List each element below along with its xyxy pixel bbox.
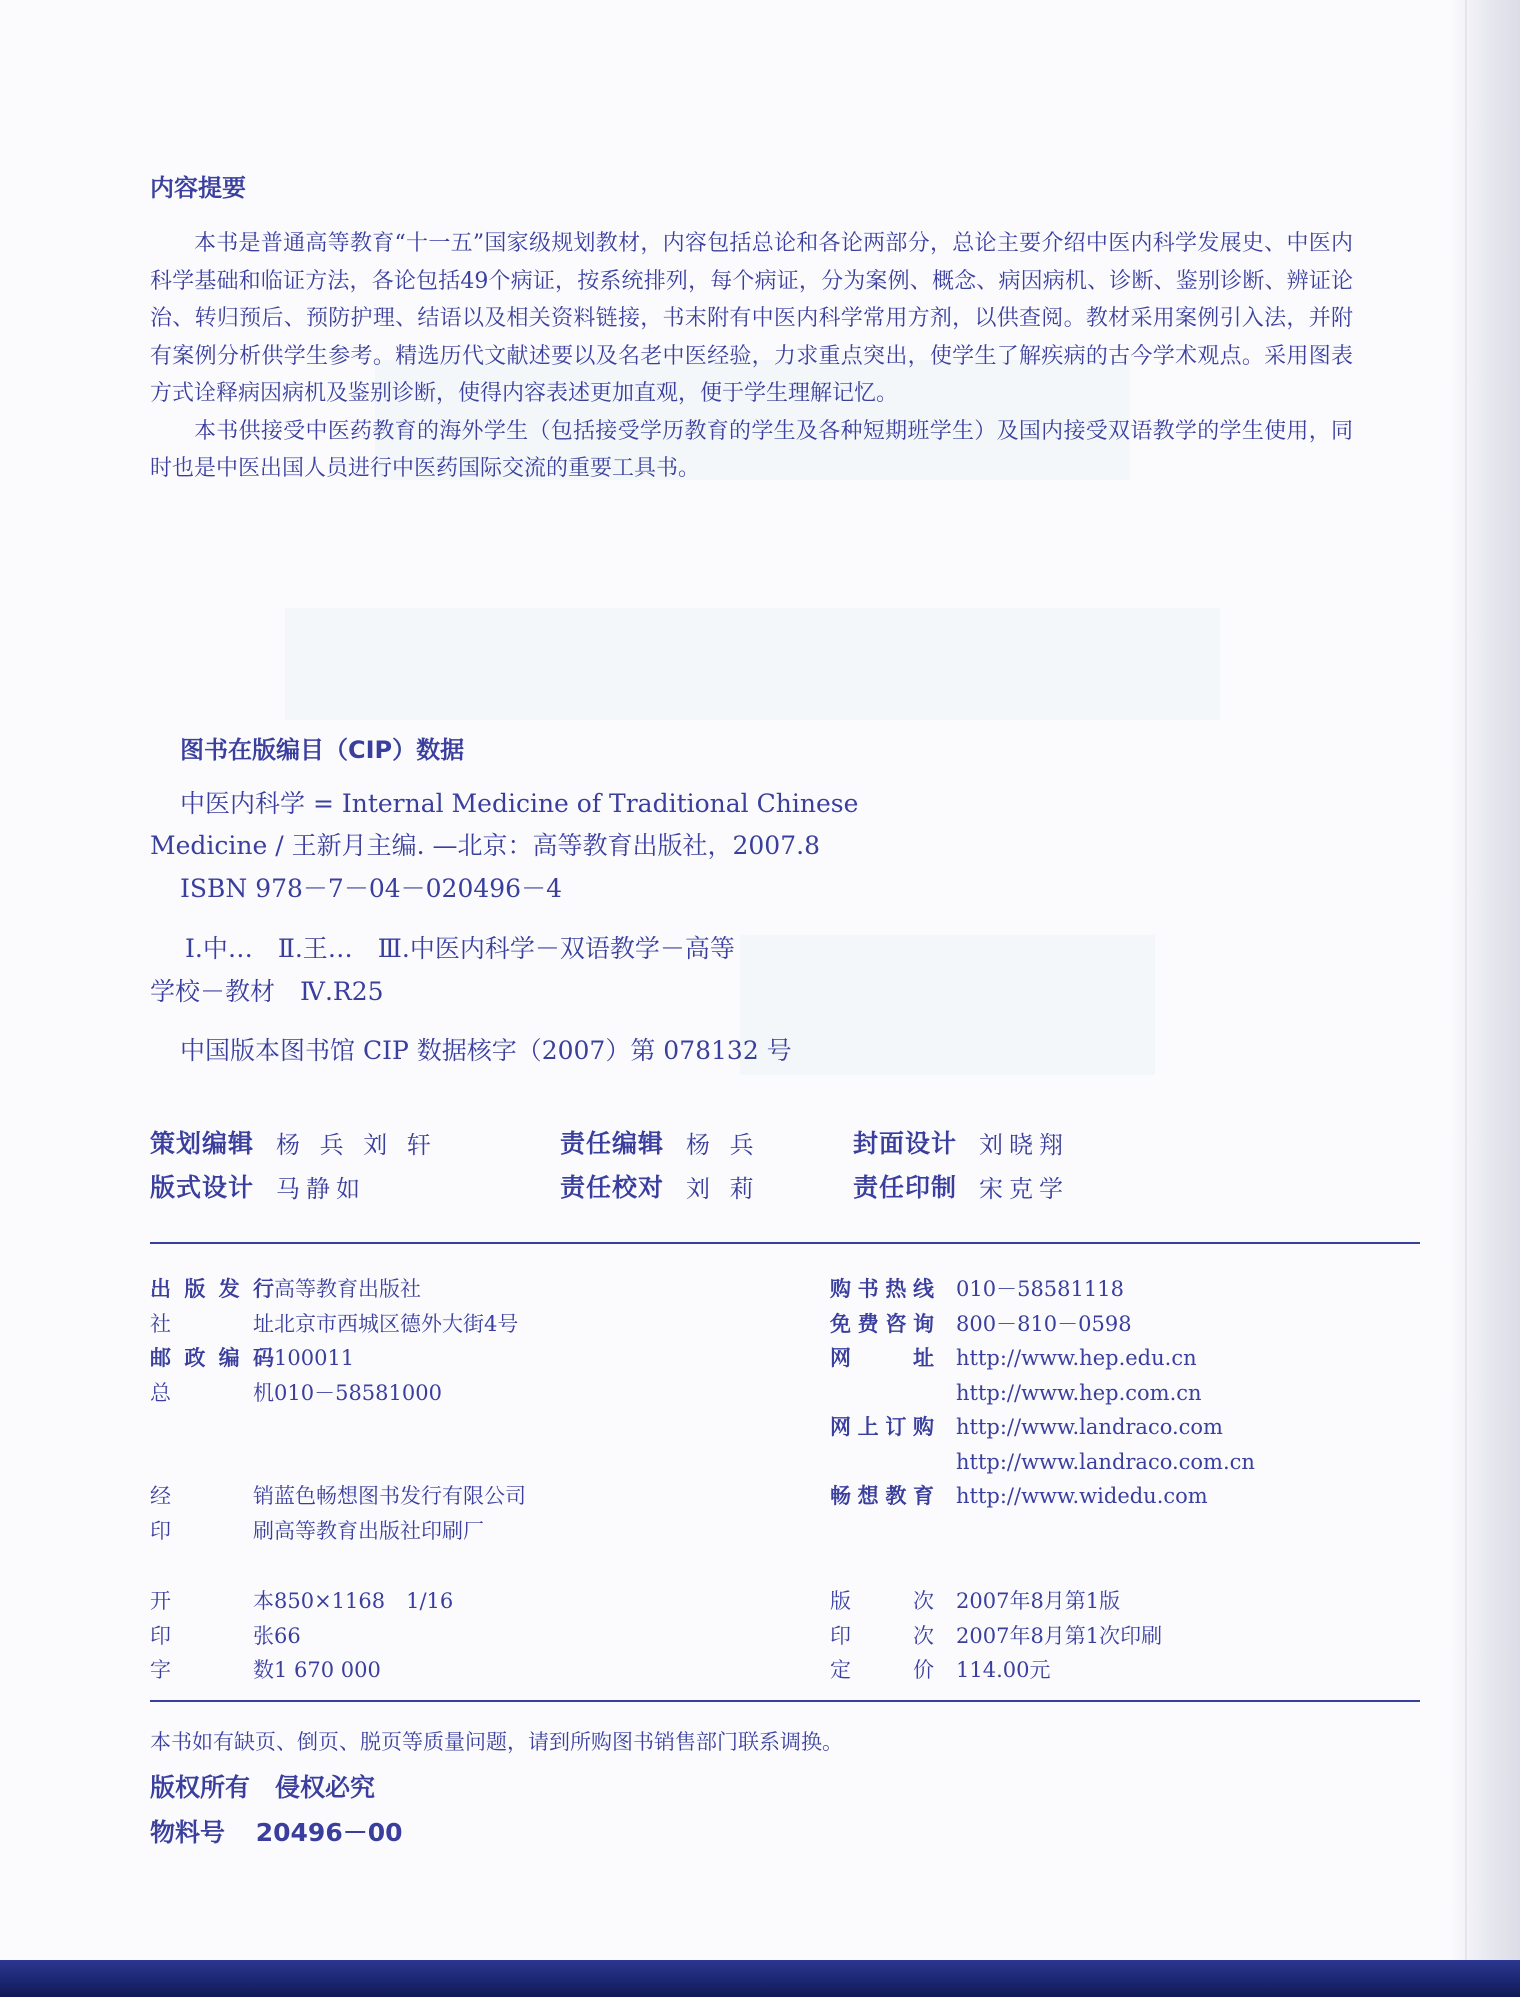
spec-row-price	[830, 1653, 1330, 1688]
cip-heading: 图书在版编目（CIP）数据	[180, 736, 465, 764]
credit-value: 刘晓翔	[979, 1130, 1070, 1159]
spec-row-sheets	[150, 1619, 770, 1654]
spec-value: 114.00元	[956, 1658, 1051, 1682]
material-number-value: 20496－00	[255, 1818, 403, 1847]
info-row-publisher	[150, 1272, 770, 1307]
credit-row-1	[150, 1120, 1150, 1164]
info-label: 社址	[150, 1311, 274, 1336]
spec-row-edition	[830, 1584, 1330, 1619]
specs-right	[830, 1584, 1330, 1688]
info-value: 蓝色畅想图书发行有限公司	[274, 1484, 526, 1508]
info-label: 购书热线	[830, 1277, 934, 1301]
info-row-switchboard	[150, 1376, 770, 1411]
info-label: 免费咨询	[830, 1311, 934, 1336]
cip-line-5: 学校－教材 Ⅳ.R25	[150, 977, 384, 1006]
info-row-spacer	[150, 1410, 770, 1445]
material-number	[150, 1813, 403, 1849]
divider-rule-bottom	[150, 1700, 1420, 1702]
info-row-spacer	[150, 1445, 770, 1480]
info-label: 邮政编码	[150, 1346, 274, 1370]
credit-print-supervisor	[853, 1168, 1069, 1204]
info-value: 高等教育出版社	[274, 1277, 421, 1301]
info-label	[830, 1445, 934, 1480]
publication-info-left	[150, 1272, 770, 1548]
cip-line-3: ISBN 978－7－04－020496－4	[180, 874, 562, 903]
info-value: 100011	[274, 1346, 355, 1370]
info-row-consultation	[830, 1307, 1330, 1342]
summary-text	[150, 225, 1353, 488]
cip-line-2: Medicine / 王新月主编. —北京：高等教育出版社，2007.8	[150, 831, 820, 860]
summary-heading: 内容提要	[150, 174, 246, 202]
spec-label: 开本	[150, 1589, 274, 1613]
credit-value: 宋克学	[979, 1174, 1070, 1203]
info-value: 010－58581000	[274, 1380, 442, 1405]
credit-label: 责任印制	[853, 1173, 958, 1202]
show-through-panel-lower	[740, 935, 1155, 1075]
info-row-website	[830, 1341, 1330, 1376]
credit-label: 版式设计	[150, 1173, 255, 1202]
credit-label: 责任校对	[560, 1173, 665, 1202]
spec-label: 版次	[830, 1589, 934, 1613]
spec-value: 1 670 000	[274, 1658, 381, 1682]
material-number-label: 物料号	[150, 1818, 226, 1847]
quality-notice: 本书如有缺页、倒页、脱页等质量问题，请到所购图书销售部门联系调换。	[150, 1730, 843, 1754]
publication-info-right	[830, 1272, 1330, 1514]
spec-value: 66	[274, 1623, 301, 1648]
credit-value: 杨 兵	[686, 1130, 760, 1159]
scanner-bottom-edge	[0, 1960, 1520, 1997]
copyright-notice: 版权所有 侵权必究	[150, 1773, 376, 1802]
info-label: 经销	[150, 1484, 274, 1508]
info-row-website-2	[830, 1376, 1330, 1411]
info-row-hotline	[830, 1272, 1330, 1307]
online-order-link[interactable]: http://www.landraco.com.cn	[956, 1449, 1255, 1474]
specs-left	[150, 1584, 770, 1688]
credit-cover-design	[853, 1124, 1069, 1160]
info-value: 800－810－0598	[956, 1311, 1132, 1336]
spec-label: 印次	[830, 1623, 934, 1648]
info-label	[830, 1376, 934, 1411]
info-label: 印刷	[150, 1518, 274, 1543]
credit-planning-editor	[150, 1124, 560, 1160]
editorial-credits	[150, 1120, 1150, 1208]
credit-row-2	[150, 1164, 1150, 1208]
info-value: 010－58581118	[956, 1277, 1124, 1301]
credit-label: 策划编辑	[150, 1129, 255, 1158]
info-value: 北京市西城区德外大街4号	[274, 1311, 519, 1336]
widedu-link[interactable]: http://www.widedu.com	[956, 1484, 1208, 1508]
cip-line-1: 中医内科学 = Internal Medicine of Traditional Chinese	[180, 789, 859, 818]
credit-value: 马静如	[276, 1174, 367, 1203]
info-label: 网址	[830, 1346, 934, 1370]
website-link[interactable]: http://www.hep.edu.cn	[956, 1346, 1197, 1370]
spec-label: 印张	[150, 1623, 274, 1648]
website-link[interactable]: http://www.hep.com.cn	[956, 1380, 1202, 1405]
info-row-widedu	[830, 1479, 1330, 1514]
info-row-address	[150, 1307, 770, 1342]
credit-value: 杨 兵 刘 轩	[276, 1130, 437, 1159]
spec-value: 2007年8月第1版	[956, 1589, 1121, 1613]
info-row-online-order-2	[830, 1445, 1330, 1480]
spec-row-format	[150, 1584, 770, 1619]
info-label: 网上订购	[830, 1415, 934, 1439]
info-row-postcode	[150, 1341, 770, 1376]
spec-label: 字数	[150, 1658, 274, 1682]
summary-paragraph-1: 本书是普通高等教育“十一五”国家级规划教材，内容包括总论和各论两部分，总论主要介绍中医内科学发展史、中医内科学基础和临证方法，各论包括49个病证，按系统排列，每个病证，分为案例、概念、病因病机、诊断、鉴别诊断、辨证论治、转归预后、预防护理、结语以及相关资料链接，书末附有中医内科学常用方剂，以供查阅。教材采用案例引入法，并附有案例分析供学生参考。精选历代文献述要以及名老中医经验，力求重点突出，使学生了解疾病的古今学术观点。采用图表方式诠释病因病机及鉴别诊断，使得内容表述更加直观，便于学生理解记忆。	[150, 231, 1353, 406]
cip-line-4: Ⅰ.中… Ⅱ.王… Ⅲ.中医内科学－双语教学－高等	[185, 934, 735, 963]
info-row-online-order	[830, 1410, 1330, 1445]
spec-label: 定价	[830, 1658, 934, 1682]
page-edge-shadow	[1450, 0, 1520, 1960]
spec-row-printing	[830, 1619, 1330, 1654]
info-row-printer	[150, 1514, 770, 1549]
credit-responsible-editor	[560, 1124, 853, 1160]
spec-row-word-count	[150, 1653, 770, 1688]
info-row-distributor	[150, 1479, 770, 1514]
credit-label: 责任编辑	[560, 1129, 665, 1158]
credit-value: 刘 莉	[686, 1174, 760, 1203]
summary-paragraph-2: 本书供接受中医药教育的海外学生（包括接受学历教育的学生及各种短期班学生）及国内接受双语教学的学生使用，同时也是中医出国人员进行中医药国际交流的重要工具书。	[150, 418, 1353, 481]
credit-proofreader	[560, 1168, 853, 1204]
cip-line-6: 中国版本图书馆 CIP 数据核字（2007）第 078132 号	[180, 1036, 792, 1065]
info-value: 高等教育出版社印刷厂	[274, 1518, 484, 1543]
info-label: 畅想教育	[830, 1484, 934, 1508]
credit-layout-design	[150, 1168, 560, 1204]
online-order-link[interactable]: http://www.landraco.com	[956, 1415, 1223, 1439]
show-through-panel-middle	[285, 608, 1220, 720]
divider-rule-top	[150, 1242, 1420, 1244]
info-label: 总机	[150, 1380, 274, 1405]
credit-label: 封面设计	[853, 1129, 958, 1158]
info-label: 出版发行	[150, 1277, 274, 1301]
spec-value: 2007年8月第1次印刷	[956, 1623, 1163, 1648]
spec-value: 850×1168 1/16	[274, 1589, 454, 1613]
